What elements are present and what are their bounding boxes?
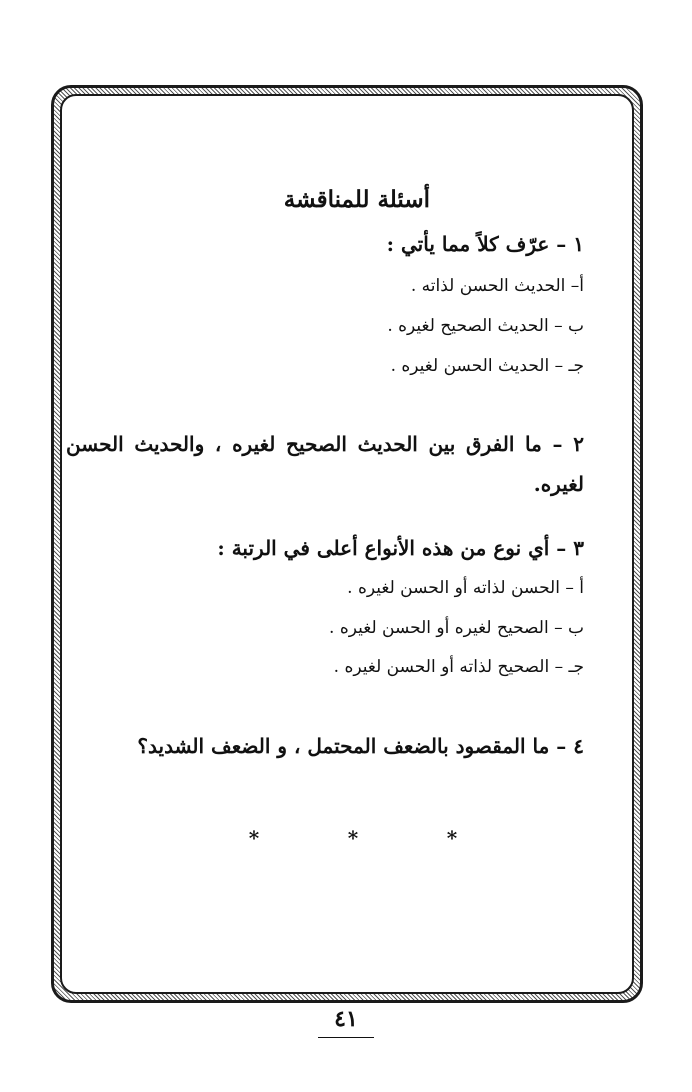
question-1-option-b: ب – الحديث الصحيح لغيره .	[387, 316, 584, 336]
question-2: ٢ – ما الفرق بين الحديث الصحيح لغيره ، والحديث الحسن لغيره.	[66, 432, 584, 496]
section-separator	[248, 826, 458, 850]
question-3: ٣ – أي نوع من هذه الأنواع أعلى في الرتبة :	[217, 536, 584, 560]
separator-star: *	[248, 826, 260, 850]
page-number: ٤١	[334, 1006, 358, 1032]
question-3-option-b: ب – الصحيح لغيره أو الحسن لغيره .	[329, 618, 584, 638]
question-4: ٤ – ما المقصود بالضعف المحتمل ، و الضعف الشديد؟	[137, 734, 584, 758]
separator-star: *	[446, 826, 458, 850]
question-1: ١ – عرّف كلاً مما يأتي :	[386, 232, 584, 256]
separator-star: *	[347, 826, 359, 850]
section-heading: أسئلة للمناقشة	[283, 186, 430, 213]
question-1-option-c: جـ – الحديث الحسن لغيره .	[390, 356, 584, 376]
question-3-option-a: أ – الحسن لذاته أو الحسن لغيره .	[347, 578, 584, 598]
question-1-option-a: أ– الحديث الحسن لذاته .	[410, 276, 584, 296]
page-number-underline	[318, 1037, 374, 1038]
question-3-option-c: جـ – الصحيح لذاته أو الحسن لغيره .	[333, 657, 584, 677]
